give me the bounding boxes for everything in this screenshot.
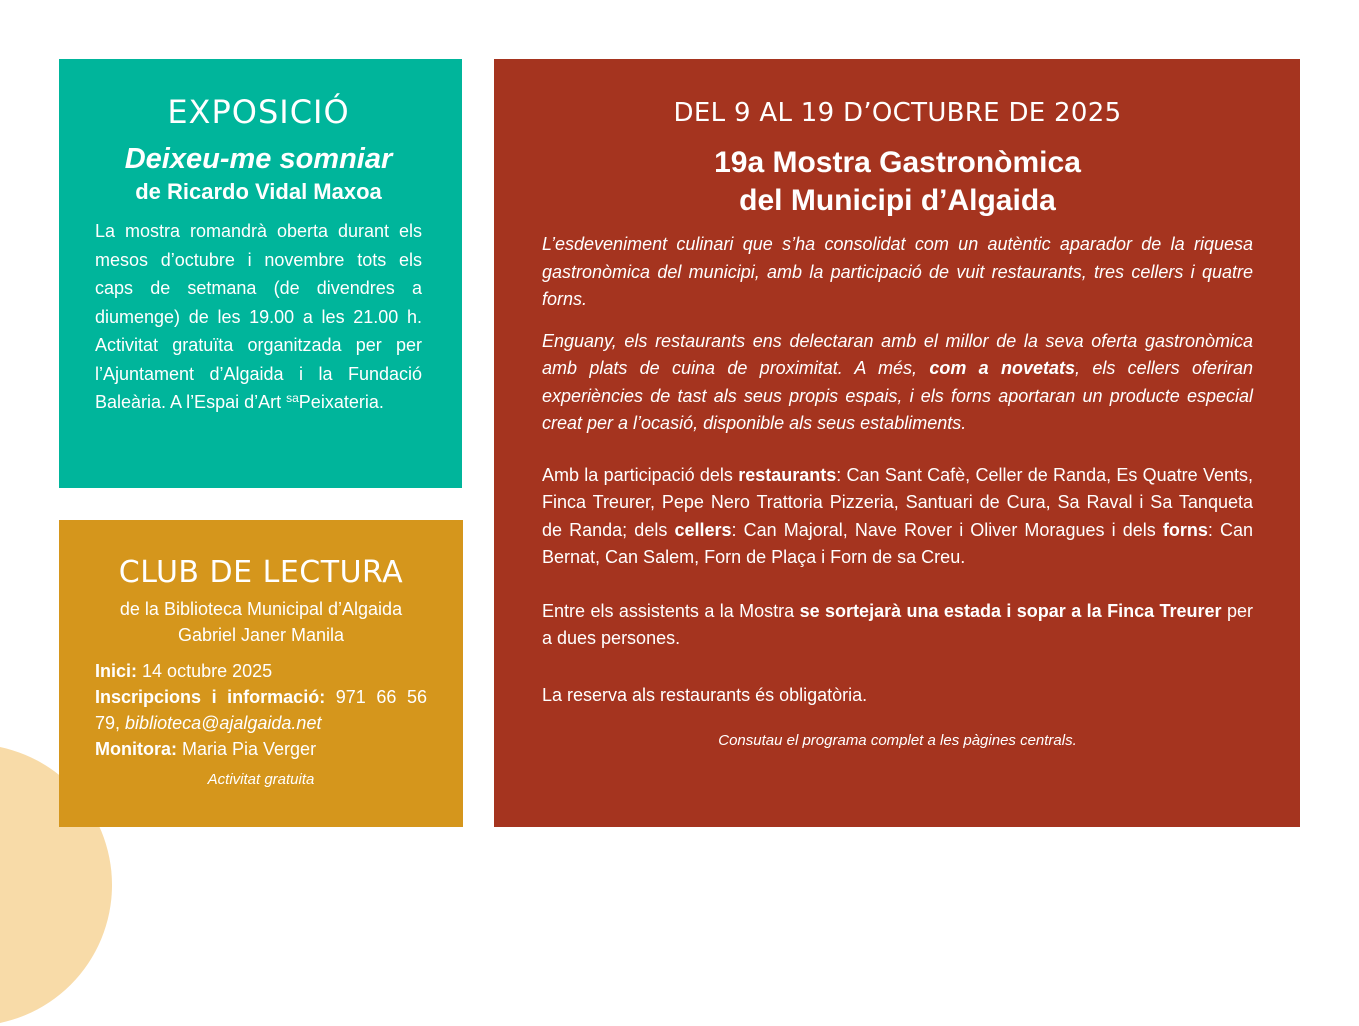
exposicio-description bbox=[95, 217, 422, 417]
club-monitora-label: Monitora: bbox=[95, 739, 177, 759]
club-inici bbox=[95, 658, 427, 684]
mostra-intro: L’esdeveniment culinari que s’ha consolidat com un autèntic aparador de la riquesa gastronòmica del municipi, amb la participació de vuit restaurants, tres cellers i quatre forns. bbox=[542, 234, 1253, 309]
mostra-p4-text-b: per a dues persones. bbox=[542, 600, 1253, 648]
exposicio-author: de Ricardo Vidal Maxoa bbox=[135, 179, 382, 204]
mostra-p4-text-a: Entre els assistents a la Mostra bbox=[542, 600, 800, 621]
exposicio-description-end: Peixateria. bbox=[298, 392, 384, 412]
club-subtitle-line1: de la Biblioteca Municipal d’Algaida bbox=[119, 599, 403, 619]
mostra-date: DEL 9 AL 19 D’OCTUBRE DE 2025 bbox=[673, 98, 1122, 128]
mostra-p3-forns: forns bbox=[1162, 519, 1208, 540]
club-heading: CLUB DE LECTURA bbox=[118, 555, 404, 590]
exposicio-title: Deixeu-me somniar bbox=[124, 143, 393, 175]
mostra-p3-restaurants: restaurants bbox=[738, 464, 837, 485]
mostra-paragraph-participants bbox=[542, 462, 1253, 572]
club-monitora bbox=[95, 736, 427, 762]
mostra-panel bbox=[494, 59, 1300, 827]
club-subtitle bbox=[95, 596, 427, 648]
mostra-p2-text-b: , els cellers oferiran experiències de tast als seus propis espais, i els forns aportaran un producte especial creat per a l’ocasió, disponible als seus establiments. bbox=[542, 358, 1253, 433]
exposicio-heading: EXPOSICIÓ bbox=[167, 93, 350, 131]
club-lectura-panel bbox=[59, 520, 463, 827]
mostra-p3-text-c: : Can Majoral, Nave Rover i Oliver Moragues i dels bbox=[731, 519, 1163, 540]
mostra-title-line2: del Municipi d’Algaida bbox=[739, 184, 1056, 217]
club-subtitle-line2: Gabriel Janer Manila bbox=[177, 625, 345, 645]
mostra-p3-cellers: cellers bbox=[674, 519, 732, 540]
mostra-paragraph-sorteig bbox=[542, 598, 1253, 653]
mostra-p4-bold: se sortejarà una estada i sopar a la Finca Treurer bbox=[799, 600, 1222, 621]
mostra-p3-text-b: : Can Sant Cafè, Celler de Randa, Es Quatre Vents, Finca Treurer, Pepe Nero Trattoria Pizzeria, Santuari de Cura, Sa Raval i Sa Tanqueta de Randa; dels bbox=[542, 464, 1254, 540]
exposicio-panel bbox=[59, 59, 462, 488]
club-info bbox=[95, 658, 427, 762]
mostra-paragraph-novetats bbox=[542, 328, 1253, 438]
club-monitora-value: Maria Pia Verger bbox=[182, 739, 317, 759]
mostra-title-line1: 19a Mostra Gastronòmica bbox=[714, 146, 1081, 179]
club-free-note: Activitat gratuita bbox=[207, 771, 315, 788]
mostra-p3-text-a: Amb la participació dels bbox=[542, 464, 739, 485]
mostra-p2-text-a: Enguany, els restaurants ens delectaran amb el millor de la seva oferta gastronòmica amb plats de cuina de proximitat. A més, bbox=[542, 330, 1253, 378]
club-email-link[interactable]: biblioteca@ajalgaida.net bbox=[125, 713, 322, 733]
mostra-reserva: La reserva als restaurants és obligatòria. bbox=[542, 684, 868, 705]
exposicio-description-text: La mostra romandrà oberta durant els mesos d’octubre i novembre tots els caps de setmana (de divendres a diumenge) de les 19.00 a les 21.00 h. Activitat gratuïta organitzada per per l’Ajuntament d’Algaida i la Fundació Baleària. A l’Espai d’Art bbox=[95, 221, 422, 412]
mostra-p3-text-d: : Can Bernat, Can Salem, Forn de Plaça i Forn de sa Creu. bbox=[542, 519, 1254, 567]
exposicio-description-sup: sa bbox=[286, 391, 299, 405]
club-phone: 971 66 56 79, bbox=[95, 687, 427, 733]
club-inici-label: Inici: bbox=[95, 661, 138, 681]
club-inscripcions bbox=[95, 684, 427, 736]
mostra-p2-bold: com a novetats bbox=[929, 358, 1075, 378]
club-inscripcions-label: Inscripcions i informació: bbox=[95, 687, 326, 707]
mostra-program-note: Consutau el programa complet a les pàgines centrals. bbox=[718, 732, 1077, 749]
club-inici-value: 14 octubre 2025 bbox=[142, 661, 273, 681]
mostra-title bbox=[542, 144, 1253, 220]
